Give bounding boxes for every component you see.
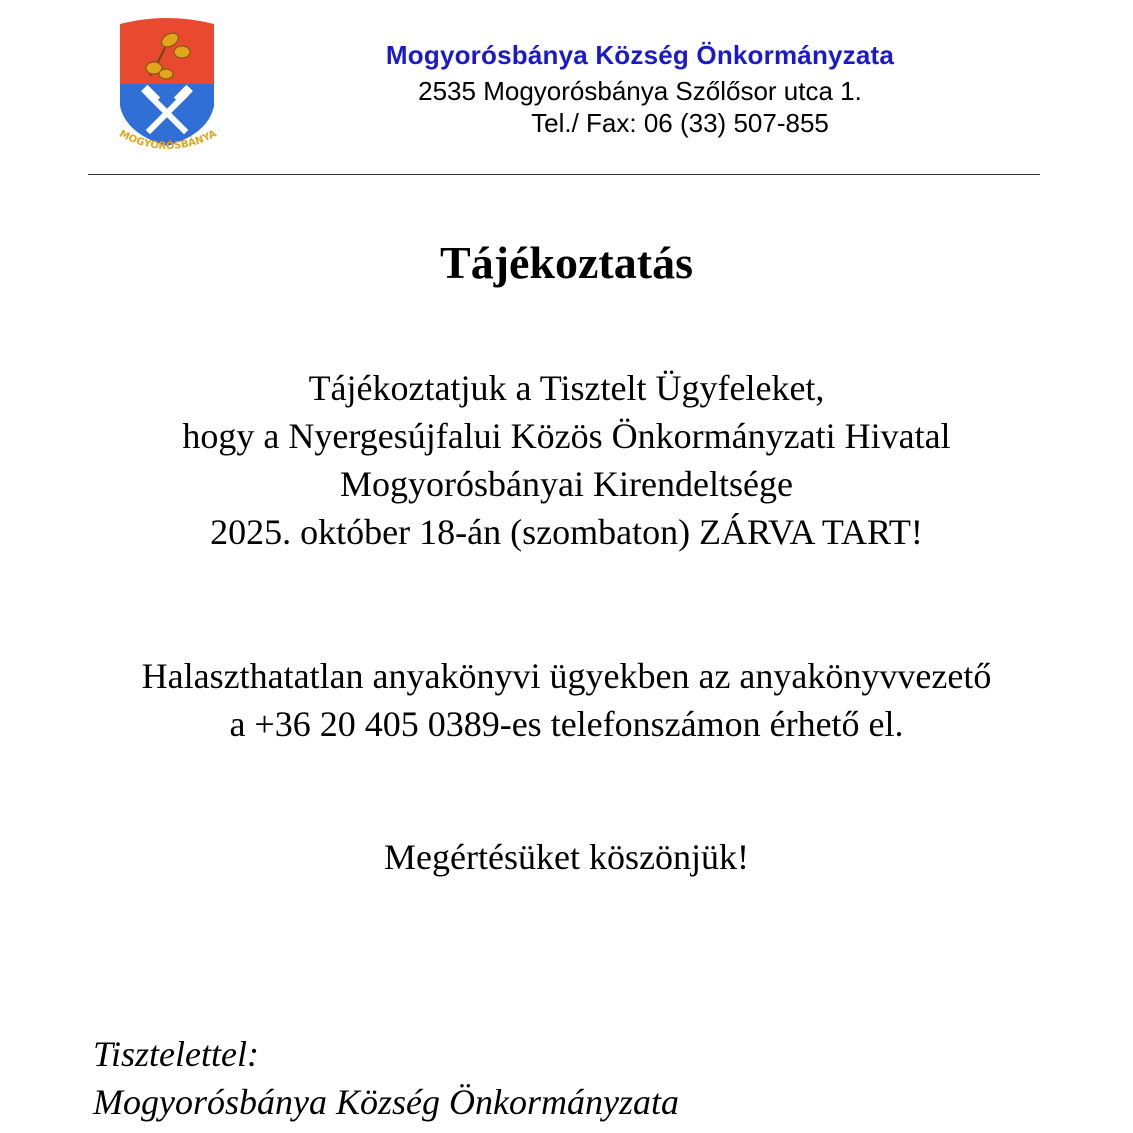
closing-signature: Mogyorósbánya Község Önkormányzata: [93, 1082, 679, 1122]
crest-text: MOGYORÓSBÁNYA: [117, 128, 219, 153]
notice-line: Mogyorósbányai Kirendeltsége: [340, 464, 793, 504]
document-title: Tájékoztatás: [440, 237, 693, 288]
org-address: 2535 Mogyorósbánya Szőlősor utca 1.: [418, 76, 862, 106]
org-name: Mogyorósbánya Község Önkormányzata: [385, 40, 895, 70]
notice-line: 2025. október 18-án (szombaton) ZÁRVA TART!: [210, 512, 923, 552]
org-phone: Tel./ Fax: 06 (33) 507-855: [531, 108, 829, 138]
closing-block: [93, 1030, 679, 1126]
urgent-line: Halaszthatatlan anyakönyvi ügyekben az anyakönyvvezető: [141, 656, 992, 696]
urgent-line: a +36 20 405 0389-es telefonszámon érhető el.: [229, 704, 904, 744]
notice-line: hogy a Nyergesújfalui Közös Önkormányzati Hivatal: [182, 416, 951, 456]
thanks-line: Megértésüket köszönjük!: [384, 837, 749, 877]
closing-greeting: Tisztelettel:: [93, 1034, 259, 1074]
coat-of-arms-logo: [108, 14, 226, 170]
notice-paragraph: [0, 364, 1133, 556]
notice-line: Tájékoztatjuk a Tisztelt Ügyfeleket,: [308, 368, 825, 408]
urgent-contact-paragraph: [0, 652, 1133, 748]
header-divider: [88, 174, 1040, 175]
